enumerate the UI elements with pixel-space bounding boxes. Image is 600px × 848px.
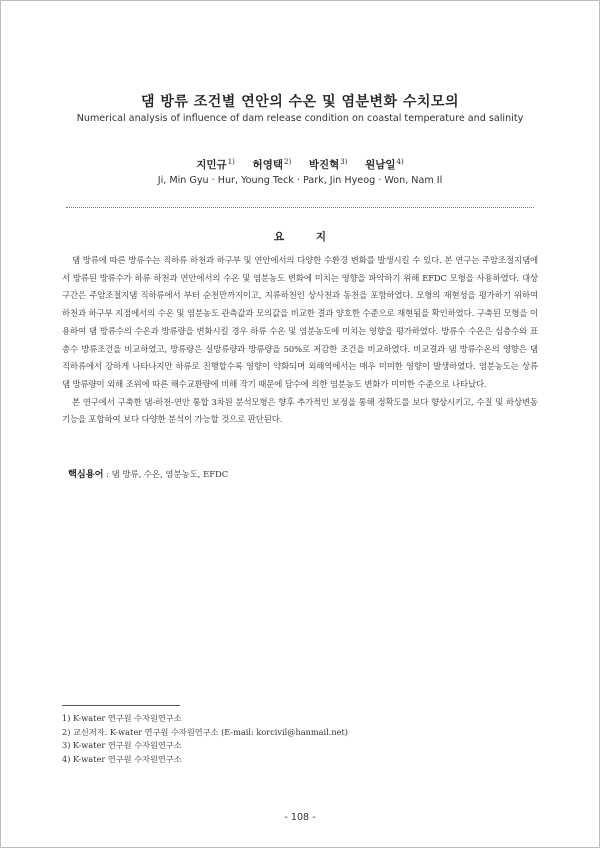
author <box>253 157 292 172</box>
author-footnote-mark: 1) <box>227 158 235 166</box>
author-name: 허영택 <box>252 159 283 171</box>
keywords-list: : 댐 방류, 수온, 염분농도, EFDC <box>103 469 229 479</box>
keywords-label: 핵심용어 <box>68 469 104 480</box>
authors-english: Ji, Min Gyu · Hur, Young Teck · Park, Jin Hyeog · Won, Nam Il <box>157 175 443 186</box>
author-name: 원남일 <box>365 159 396 171</box>
dotted-divider <box>66 207 534 208</box>
page-number: - 108 - <box>284 812 316 823</box>
author <box>365 157 404 172</box>
abstract-body <box>62 252 538 429</box>
abstract-heading: 요 지 <box>274 231 340 243</box>
abstract-paragraph: 본 연구에서 구축한 댐-하천-연안 통합 3차원 분석모형은 향후 추가적인 보정을 통해 정확도를 보다 향상시키고, 수질 및 하상변동 기능을 포함하여 보다 다양한 분석이 가능할 것으로 판단된다. <box>62 396 538 425</box>
paper-title: 댐 방류 조건별 연안의 수온 및 염분변화 수치모의 <box>140 94 460 110</box>
author-name: 지민규 <box>196 159 227 171</box>
footnote: 2) 교신저자. K-water 연구원 수자원연구소 (E-mail: korcivil@hanmail.net) <box>62 726 348 737</box>
author <box>309 157 348 172</box>
keywords <box>68 466 538 480</box>
authors-korean <box>0 157 600 172</box>
author-name: 박진혁 <box>308 159 340 171</box>
footnote: 1) K-water 연구원 수자원연구소 <box>62 713 182 723</box>
footnote: 3) K-water 연구원 수자원연구소 <box>62 740 182 751</box>
paper-title-english: Numerical analysis of influence of dam release condition on coastal temperature and salinity <box>76 113 524 124</box>
abstract-paragraph: 댐 방류에 따른 방류수는 직하류 하천과 하구부 및 연안에서의 다양한 수환경 변화를 발생시킬 수 있다. 본 연구는 주암조절지댐에서 방류된 방류수가 하류 하천과 연안에서의 수온 및 염분농도 변화에 미치는 영향을 파악하기 위해 EFDC 모형을 사용하였다. 대상구간은 주암조절지댐 직하류에서 부터 순천만까지이고, 지류하천인 상사천과 동천을 포함하였다. 모형의 재현성을 평가하기 위하여 하천과 하구부 지점에서의 수온 및 염분농도 관측값과 모의값을 비교한 결과 양호한 수준으로 재현됨을 확인하였다. 구축된 모형을 이용하여 댐 방류수의 수온과 방류량을 변화시킬 경우 하류 수온 및 염분농도에 미치는 영향을 평가하였다. 방류수 수온은 심층수와 표층수 방류조건을 비교하였고, 방류량은 실방류량과 방류량을 50%로 저감한 조건을 비교하였다. 비교결과 댐 방류수온의 영향은 댐 직하류에서 강하게 나타나지만 하류로 진행할수록 영향이 약화되며 외해역에서는 매우 미미한 영향이 발생하였다. 염분농도는 상류 댐 방류량이 외해 조위에 따른 해수교환량에 비해 작기 때문에 담수에 의한 염분농도 변화가 미미한 수준으로 나타났다. <box>62 255 538 389</box>
author <box>196 157 235 172</box>
footnotes <box>62 712 538 766</box>
author-footnote-mark: 2) <box>283 158 292 166</box>
author-footnote-mark: 4) <box>396 158 404 166</box>
footnote: 4) K-water 연구원 수자원연구소 <box>62 753 182 764</box>
footnote-divider <box>62 705 180 706</box>
author-footnote-mark: 3) <box>340 158 348 166</box>
